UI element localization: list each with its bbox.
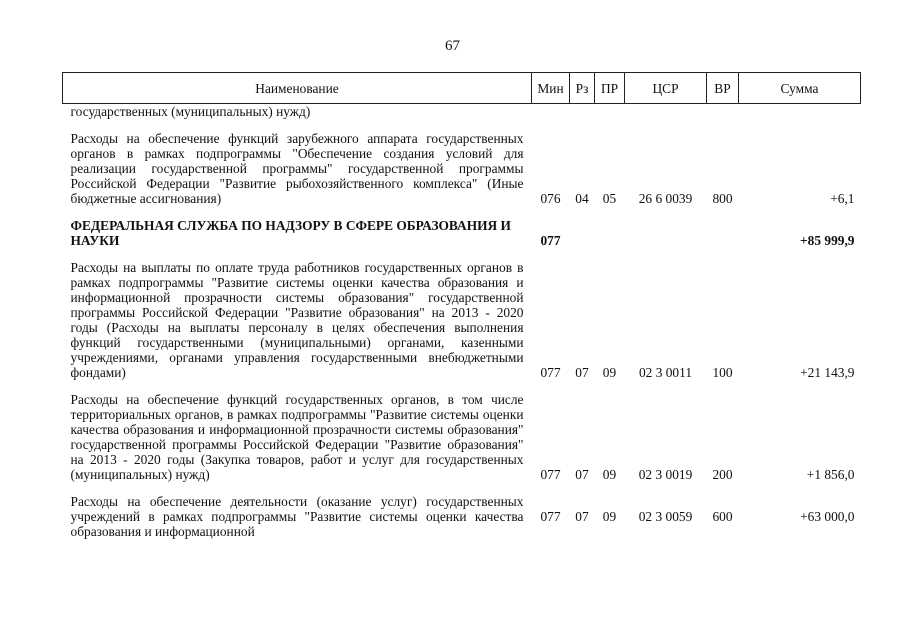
row-rz: 07 [575, 509, 589, 524]
table-row [63, 248, 861, 380]
table-row [63, 380, 861, 482]
row-sum: +1 856,0 [806, 467, 855, 482]
row-rz: 07 [575, 467, 589, 482]
row-csr [625, 206, 707, 248]
header-rz: Рз [570, 73, 595, 104]
row-csr: 26 6 0039 [638, 191, 693, 206]
header-vr: ВР [707, 73, 739, 104]
table-row-agency [63, 206, 861, 248]
row-sum: +85 999,9 [800, 233, 855, 248]
row-min: 077 [540, 365, 561, 380]
row-sum: +21 143,9 [800, 365, 855, 380]
row-pr [595, 206, 625, 248]
row-name: Расходы на обеспечение функций зарубежного аппарата государственных органов в рамках подпрограммы "Обеспечение создания условий для реализации государственной программы" государственной программы Российской Федерации "Развитие рыбохозяйственного комплекса" (Иные бюджетные ассигнования) [70, 131, 524, 206]
row-rz: 04 [575, 191, 589, 206]
row-vr: 800 [712, 191, 733, 206]
row-min: 077 [540, 467, 561, 482]
table-row [63, 119, 861, 206]
header-pr: ПР [595, 73, 625, 104]
table-row [63, 482, 861, 539]
budget-table [62, 72, 861, 539]
row-sum [739, 104, 861, 120]
row-sum: +63 000,0 [800, 509, 855, 524]
row-csr: 02 3 0059 [638, 509, 693, 524]
row-rz [570, 206, 595, 248]
row-pr: 05 [602, 191, 617, 206]
table-row [63, 104, 861, 120]
row-pr: 09 [602, 365, 617, 380]
row-sum: +6,1 [830, 191, 855, 206]
row-csr [625, 104, 707, 120]
header-name: Наименование [63, 73, 532, 104]
row-min [532, 104, 570, 120]
row-pr: 09 [602, 467, 617, 482]
row-name: ФЕДЕРАЛЬНАЯ СЛУЖБА ПО НАДЗОРУ В СФЕРЕ ОБРАЗОВАНИЯ И НАУКИ [70, 218, 511, 248]
header-csr: ЦСР [625, 73, 707, 104]
row-rz: 07 [575, 365, 589, 380]
row-vr [707, 206, 739, 248]
row-vr: 600 [712, 509, 733, 524]
row-csr: 02 3 0011 [638, 365, 693, 380]
row-vr: 200 [712, 467, 733, 482]
row-vr: 100 [712, 365, 733, 380]
row-name: Расходы на обеспечение деятельности (оказание услуг) государственных учреждений в рамках подпрограммы "Развитие системы оценки качества образования и информационной [70, 494, 524, 539]
row-min: 077 [540, 509, 561, 524]
row-pr: 09 [602, 509, 617, 524]
row-vr [707, 104, 739, 120]
row-name: государственных (муниципальных) нужд) [70, 104, 311, 119]
table-header-row [63, 73, 861, 104]
row-name: Расходы на выплаты по оплате труда работников государственных органов в рамках подпрограммы "Развитие системы оценки качества образования и информационной прозрачности системы образования" государственной программы Российской Федерации "Развитие образования" на 2013 - 2020 годы (Расходы на выплаты персоналу в целях обеспечения выполнения функций государственными (муниципальными) органами, казенными учреждениями, органами управления государственными внебюджетными фондами) [70, 260, 524, 380]
row-name: Расходы на обеспечение функций государственных органов, в том числе территориальных органов, в рамках подпрограммы "Развитие системы оценки качества образования и информационной прозрачности системы образования" государственной программы Российской Федерации "Развитие образования" на 2013 - 2020 годы (Закупка товаров, работ и услуг для государственных (муниципальных) нужд) [70, 392, 524, 482]
row-csr: 02 3 0019 [638, 467, 693, 482]
header-min: Мин [532, 73, 570, 104]
row-min: 076 [540, 191, 561, 206]
row-rz [570, 104, 595, 120]
row-pr [595, 104, 625, 120]
row-min: 077 [540, 233, 561, 248]
header-sum: Сумма [739, 73, 861, 104]
page-number: 67 [445, 38, 460, 54]
